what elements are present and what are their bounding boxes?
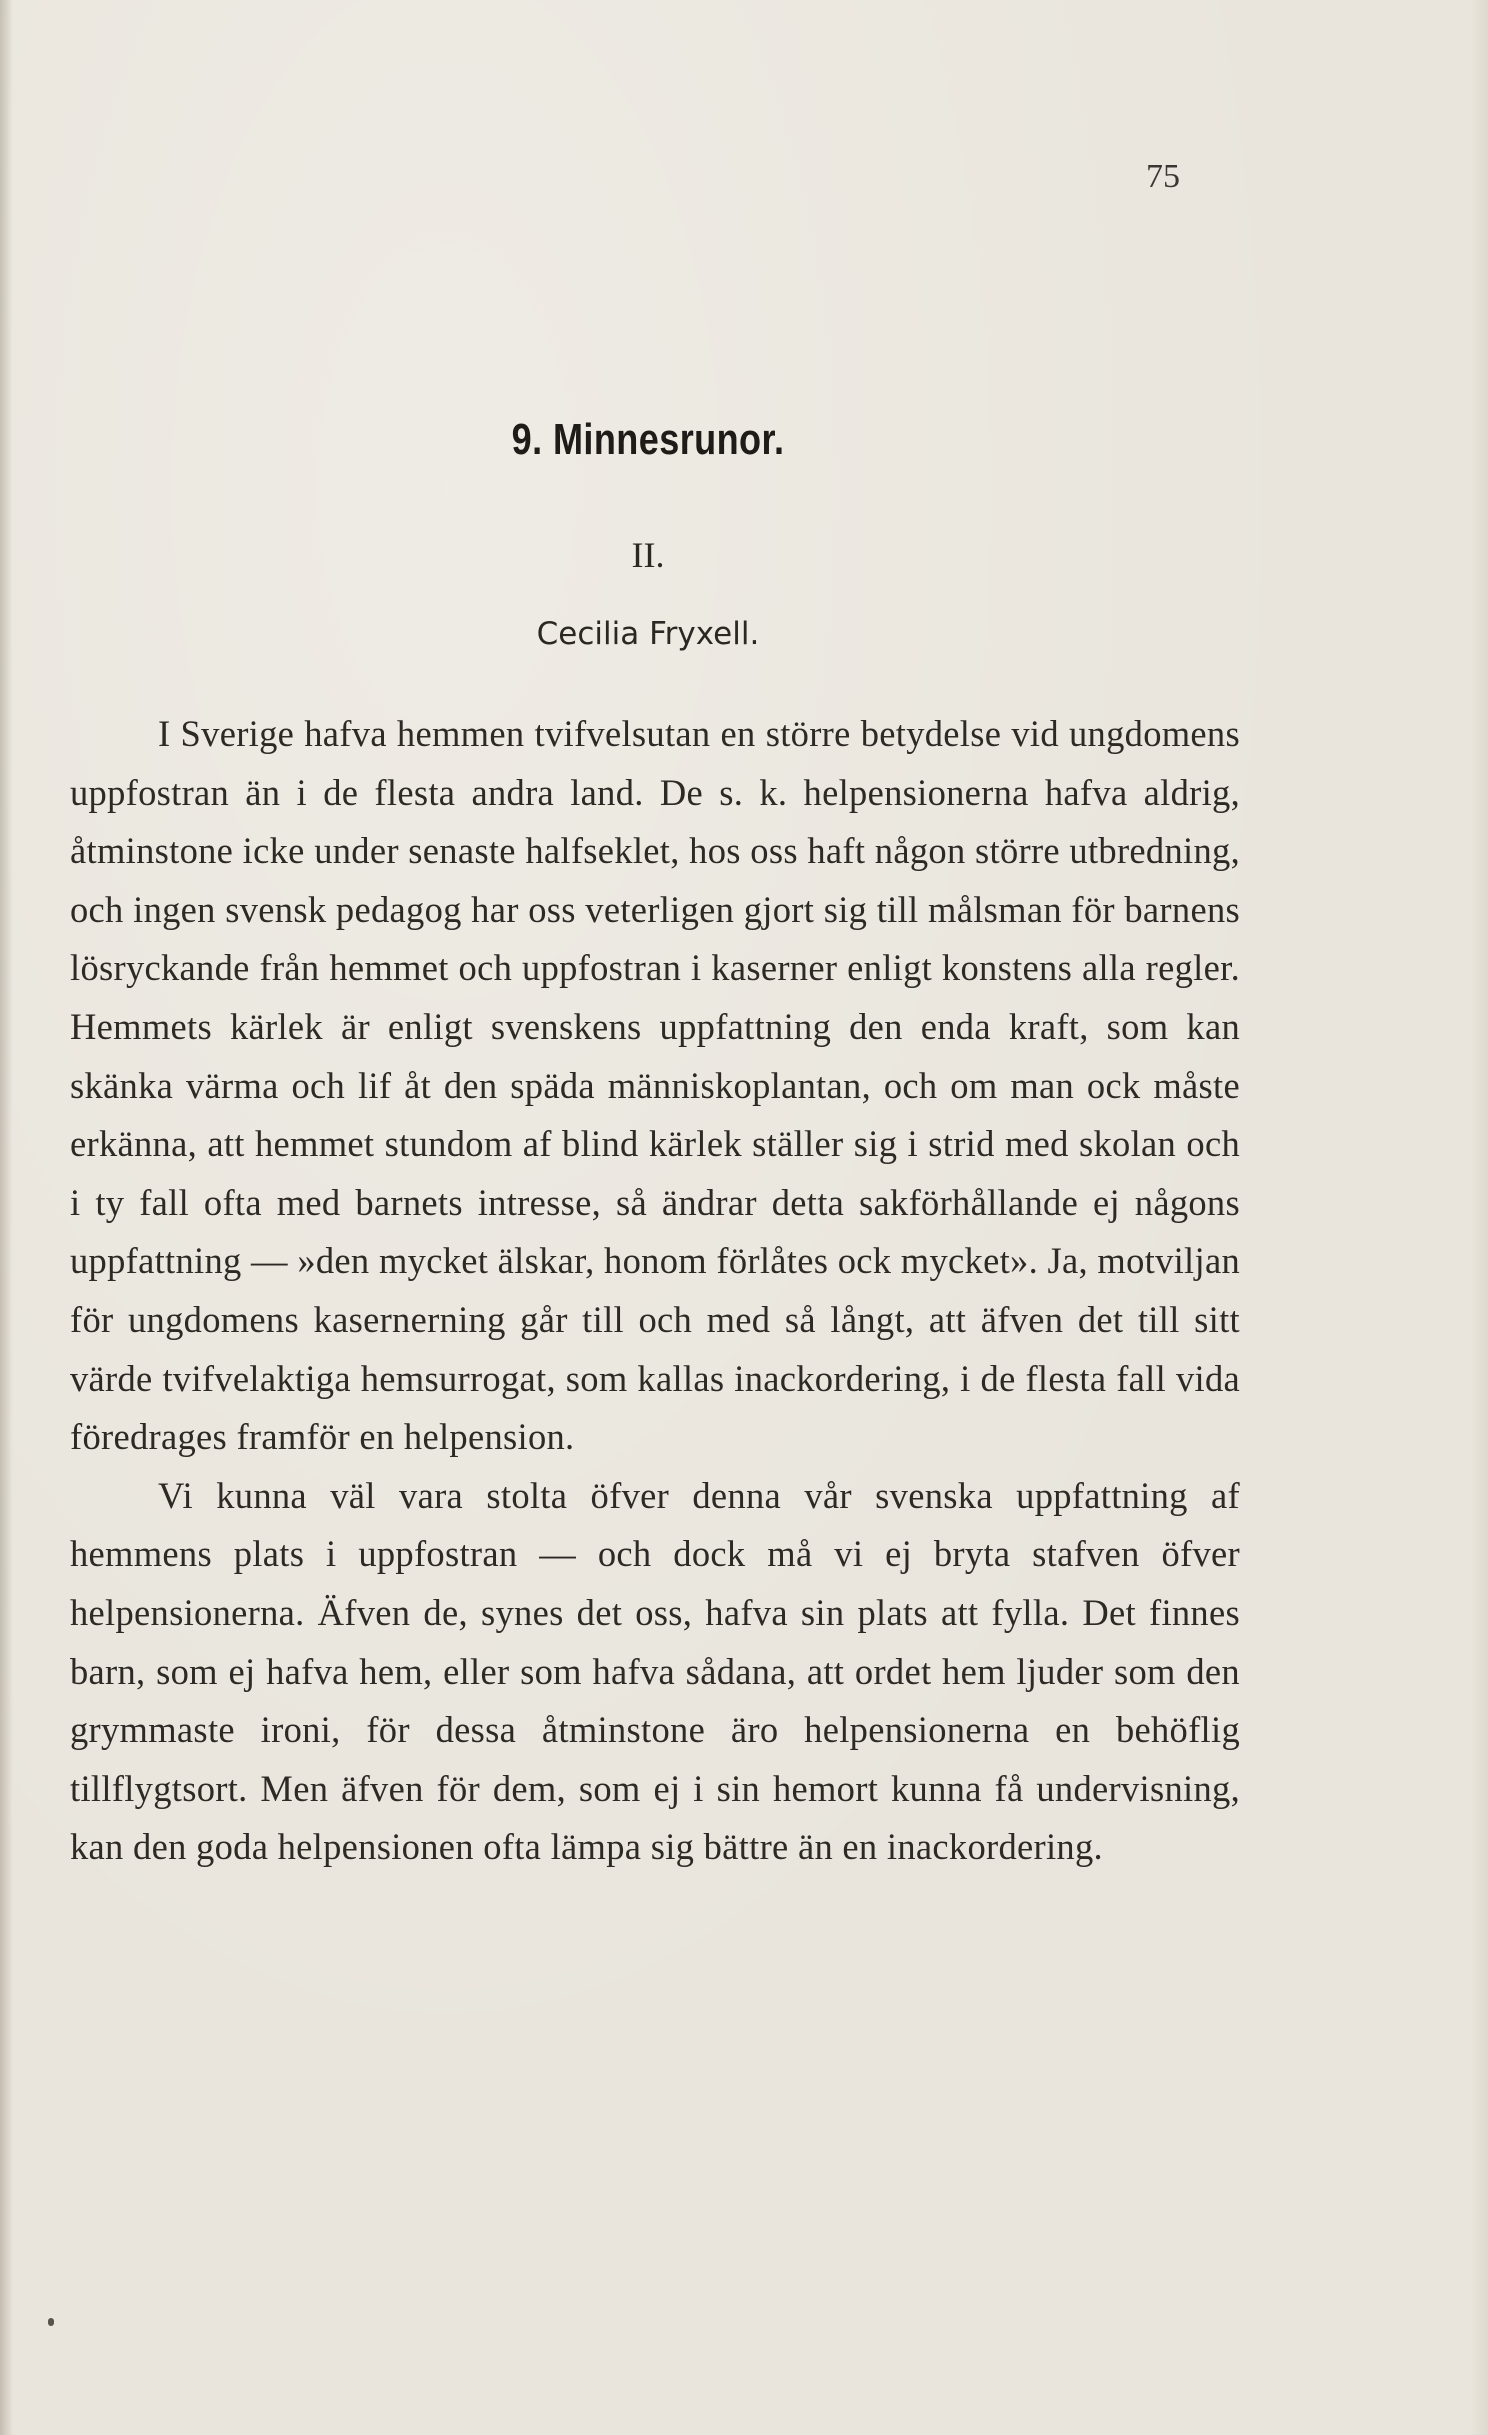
part-numeral: II. bbox=[631, 535, 665, 575]
page-number: 75 bbox=[1146, 158, 1180, 195]
ink-speck bbox=[48, 2318, 54, 2326]
paragraph: I Sverige hafva hemmen tvifvelsutan en större betydelse vid ungdomens uppfostran än i de flesta andra land. De s. k. helpensionerna hafva aldrig, åtminstone icke under senaste halfseklet, hos oss haft någon större utbredning, och ingen svensk pedagog har oss veterligen gjort sig till målsman för barnens lösryckande från hemmet och uppfostran i kaserner enligt konstens alla regler. Hemmets kärlek är enligt svenskens uppfattning den enda kraft, som kan skänka värma och lif åt den späda människoplantan, och om man ock måste erkänna, att hemmet stundom af blind kärlek ställer sig i strid med skolan och i ty fall ofta med barnets intresse, så ändrar detta sakförhållande ej någons uppfattning — »den mycket älskar, honom förlåtes ock mycket». Ja, motviljan för ungdomens kasernerning går till och med så långt, att äfven det till sitt värde tvifvelaktiga hemsurrogat, som kallas inackordering, i de flesta fall vida föredrages framför en helpension. bbox=[70, 713, 1240, 1458]
page-edge-shadow bbox=[0, 0, 12, 2435]
section-title: 9. Minnesrunor. bbox=[511, 415, 785, 464]
body-text bbox=[70, 705, 1240, 1877]
subject-name: Cecilia Fryxell. bbox=[536, 616, 760, 652]
paragraph: Vi kunna väl vara stolta öfver denna vår svenska uppfattning af hemmens plats i uppfostran — och dock må vi ej bryta stafven öfver helpensionerna. Äfven de, synes det oss, hafva sin plats att fylla. Det finnes barn, som ej hafva hem, eller som hafva sådana, att ordet hem ljuder som den grymmaste ironi, för dessa åtminstone äro helpensionerna en behöflig tillflygtsort. Men äfven för dem, som ej i sin hemort kunna få undervisning, kan den goda helpensionen ofta lämpa sig bättre än en inackordering. bbox=[70, 1474, 1240, 1868]
